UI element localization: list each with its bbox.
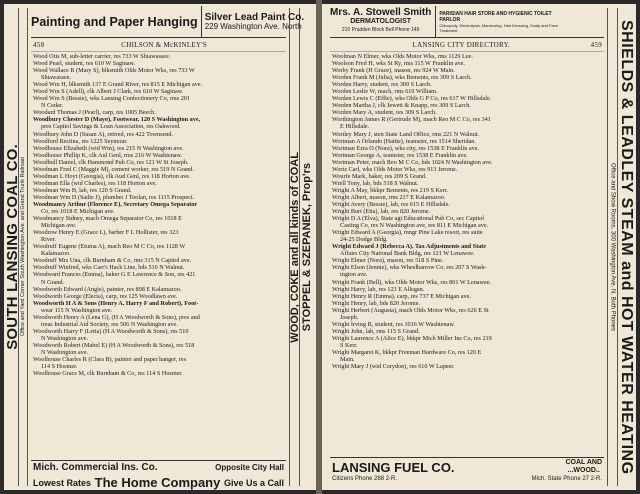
fuel-goods-2: ...WOOD.. [567, 467, 600, 474]
directory-entry: pres Capitol Savings & Loan Association, res Oakwood. [41, 123, 181, 131]
insurance-company: Mich. Commercial Ins. Co. [33, 462, 158, 473]
directory-entry: Wortman A Orlando (Hattie), teamster, res 1514 Sheridan. [332, 137, 476, 145]
directory-entry: N Washington ave. [41, 334, 88, 342]
directory-entry: Woolman N Elmer, wks Olds Motor Wks, rms 1129 Lee. [332, 53, 473, 60]
left-side-strip-text: SOUTH LANSING COAL CO. [4, 144, 21, 350]
right-side-strip-small-text: Office and Show Rooms, 300 Washington Ave. N. Both Phones [609, 163, 616, 331]
directory-entry: Wright Herbert (Augusta), mach Olds Motor Wks, res 626 E St [332, 306, 489, 314]
directory-entry: Wright Burt (Etta), lab, res 820 Jerome. [332, 208, 431, 216]
right-side-strip-text: SHIELDS & LEADLEY STEAM and HOT WATER HEATING [618, 19, 635, 475]
fuel-phone-mich: Mich. State Phone 27 2-R. [531, 476, 602, 482]
directory-entry: Woodruff Winfred, wks Carr's Hack Line, bds 510 N Walnut. [33, 264, 185, 272]
directory-entry: Woodard Thomas J (Pearl), carp, res 1005 Beech. [33, 109, 156, 117]
directory-entry: Woodhull Daniel, clk Hammond Pub Co, res 121 W St Joseph. [33, 158, 189, 166]
directory-entry: Woodworth Harry F (Letta) (H A Woodworth & Sons), res 510 [33, 327, 189, 335]
painting-ad-title: Painting and Paper Hanging [31, 14, 198, 29]
directory-entry: Wood Wm S (Adell), clk Albert J Clark, res 610 W Saginaw. [33, 88, 184, 96]
directory-entry: Woodhouse Elizabeth (wid Wm), res 215 N Washington ave. [33, 144, 184, 152]
directory-entry: Casting Co, res N Washington ave, res 811 E Michigan ave. [340, 222, 489, 230]
directory-entry: Woodworth George (Electa), carp, res 125 Woodlawn ave. [33, 292, 178, 300]
directory-entry: Worthington James R (Gertrude M), mach Reo M C Co, res 341 [332, 116, 491, 124]
directory-entry: Woodman Wm D (Sadie J), plumber J Toolan, res 1115 Prospect. [33, 193, 195, 201]
directory-entry: Co, res 1018 E Michigan ave. [41, 208, 115, 216]
left-side-strip-small-text: Office and Yard Corner South Washington Ave. and Grand Trunk Railroad [20, 157, 26, 337]
directory-entry: Wortman Peter, mach Reo M C Co, bds 1024 N Washington ave. [332, 158, 493, 166]
dermatologist-address: 210 Prudden Block Bell Phone 149 [341, 27, 420, 33]
directory-entry: Joseph. [340, 313, 359, 321]
directory-entry: Woodruff Mrs Una, clk Burnham & Co, rms 315 N Capitol ave. [33, 257, 192, 265]
directory-entry: Worden Harry, student, res 309 S Larch. [332, 81, 432, 89]
directory-entry: Woodman Wm B, lab, res 120 S Grand. [33, 186, 132, 194]
directory-entry: Wood Otis M, sub-letter carrier, res 733 W Shiawassee. [33, 53, 171, 60]
fuel-phone-citizens: Citizens Phone 288 2-R. [332, 476, 398, 482]
insurance-home: The Home Company [94, 475, 221, 490]
directory-entry: Woodbury John D (Susan A), retired, res 422 Townsend. [33, 130, 174, 138]
directory-entry: E Hillsdale. [340, 123, 370, 131]
left-footer-ad [31, 460, 286, 488]
directory-entry: Woodhouse Phillip K, clk Aul Genl, rms 216 W Washtenaw. [33, 151, 183, 159]
directory-entry: Woodworth Edward (Angie), painter, res 808 E Kalamazoo. [33, 285, 182, 293]
directory-entry: Shiawassee. [41, 74, 72, 82]
directory-entry: Woodworth Robert (Mabel E) (H A Woodworth & Sons), res 518 [33, 341, 195, 349]
directory-entry: Woolhouse Charles R (Clara B), painter and paper hanger, res [33, 356, 187, 364]
paint-company-name: Silver Lead Paint Co. [204, 11, 305, 23]
directory-entry: Wright Albert, mason, rms 217 E Kalamazoo. [332, 193, 446, 201]
directory-entry: Woodbury Chester D (Mayo), Footwear, 120 S Washington ave, [33, 116, 201, 124]
directory-entry: Wright Laurence A (Alice E), bkkpr Mich Miller Ins Co, res 219 [332, 334, 492, 342]
directory-entry: Wood Wallace R (Mary S), blksmith Olds Motor Wks, res 733 W [33, 67, 195, 75]
directory-entry: Wood Wm H, blksmith 137 E Grand River, res 815 E Michigan ave. [33, 81, 203, 89]
directory-entry: 114 S Hosmer. [41, 363, 78, 371]
paint-company-address: 229 Washington Ave. North [204, 21, 302, 31]
directory-entry: Worden Frank M (Julia), wks Bements, res 309 S Larch. [332, 74, 472, 82]
directory-entry: Wortz Carl, wks Olds Motor Wks, res 913 Jerome. [332, 165, 458, 173]
right-side-strip-small [607, 8, 617, 486]
directory-entry: Wright Avery (Bessie), lab, res 615 E Hillsdale. [332, 200, 450, 208]
directory-entry: 24-25 Dodge Bldg. [340, 236, 388, 244]
fuel-company: LANSING FUEL CO. [332, 459, 455, 475]
directory-entry: N Grand. [41, 278, 65, 286]
directory-entry: Wright Frank (Bell), wks Olds Motor Wks, res 801 W Lenawee. [332, 278, 492, 286]
directory-entry: Woodford Rectina, res 1225 Seymour. [33, 137, 128, 145]
directory-entry: Wood Pearl, student, res 610 W Saginaw. [33, 60, 136, 68]
directory-entry: Wright Elmer (Nora), mason, res 518 S Pine. [332, 257, 444, 265]
directory-entry: Worden Leslie W, mach, rms 610 William. [332, 88, 438, 96]
left-right-strip-1-text: WOOD, COKE and all kinds of COAL [289, 151, 301, 343]
right-side-strip [617, 8, 634, 486]
directory-entry: Main. [340, 356, 355, 364]
directory-entry: River. [41, 236, 56, 244]
directory-entry: Wright Irving B, student, res 1016 W Washtenaw. [332, 320, 455, 328]
directory-entry: N Cedar. [41, 102, 63, 110]
directory-entry: Wright Harry, lab, res 123 E Allegan. [332, 285, 425, 293]
right-footer-ad [330, 457, 604, 488]
left-running-head [31, 38, 286, 52]
directory-entry: Affairs City National Bank Bldg, res 121 W Lenawee. [340, 250, 475, 258]
left-page [4, 4, 316, 490]
directory-entry: Woodman Ella (wid Charles), res 118 Horton ave. [33, 179, 157, 187]
insurance-rates: Lowest Rates [33, 477, 92, 488]
directory-entry: Wright John, lab, rms 115 S Grand. [332, 327, 420, 335]
directory-entry: Woolhouse Grace M, clk Burnham & Co, res 114 S Hosmer. [33, 370, 183, 378]
left-header-ad [31, 6, 305, 38]
directory-entry: Wright Margaret K, bkkpr Freeman Hardware Co, res 120 E [332, 348, 482, 356]
directory-entry: Worby Frank (H Grace), mason, res 924 W Main. [332, 67, 455, 75]
directory-entry: Wrell Tony, lab, bds 518 S Walnut. [332, 179, 419, 187]
directory-entry: Wright Edward J (Rebecca A), Tax Adjustments and State [332, 243, 487, 251]
directory-entry: Wright D A (Elva), State agt Educational Pub Co, sec Capitol [332, 215, 485, 223]
right-running-title: LANSING CITY DIRECTORY. [412, 41, 511, 49]
insurance-location: Opposite City Hall [215, 463, 284, 472]
directory-entry: Woodman Fred C (Maggie M), cement worker, res 519 N Grand. [33, 165, 194, 173]
directory-entry: S Kerr. [340, 341, 358, 349]
left-side-strip [6, 8, 19, 486]
directory-entry: Woodward Frances (Emma), baker G E Lawrence & Son, res 421 [33, 271, 196, 279]
directory-entry: Wright Edward A (Georgia), mngr Pine Lake resort, res suite [332, 229, 483, 237]
directory-entry: Woodworth H A & Sons (Henry A, Harry F and Robert), Foot- [33, 299, 199, 307]
left-side-strip-small [19, 8, 28, 486]
directory-entry: ington ave. [340, 271, 368, 279]
directory-entry: Wright Mary J (wid Corydon), res 610 W Lapeer. [332, 363, 455, 371]
directory-entry: Worden Martha J, clk Jewett & Knapp, res 309 S Larch. [332, 102, 471, 110]
directory-entry: Woodman L Hoyt (Georgia), clk Aud Genl, res 118 Horton ave. [33, 172, 191, 180]
directory-entry: Kalamazoo. [41, 250, 71, 258]
directory-entry: Woodmancy Sidney, mach Omega Separator Co, res 1018 E [33, 215, 182, 223]
directory-entry: Wright Henry R (Emma), carp, res 737 E Michigan ave. [332, 292, 471, 300]
left-right-strip-2 [299, 8, 314, 486]
directory-entry: Woodruff Eugene (Etuma A), mach Reo M C Co, res 1128 W [33, 243, 186, 251]
fuel-goods [565, 459, 602, 475]
directory-entry: Woolson Fred H, wks St Ry, rms 115 W Franklin ave. [332, 60, 465, 68]
directory-entry: Woodrow Henry E (Grace L), barber F L Hollister, res 323 [33, 229, 179, 237]
dermatologist-name: Mrs. A. Stowell Smith [330, 7, 432, 18]
left-entry-list [31, 52, 286, 377]
parlor-name: PARISIAN HAIR STORE AND HYGIENIC TOILET PARLOR [439, 10, 552, 23]
directory-entry: Wourfe Mark, baker, res 209 S Grand. [332, 172, 427, 180]
right-content [330, 4, 604, 490]
directory-entry: treas Industrial Aid Society, res 506 N Washington ave. [41, 320, 178, 328]
dermatologist-box [330, 6, 436, 37]
right-page [322, 4, 636, 490]
directory-entry: Woodmancy Arthur (Florence E), Secretary Omega Separator [33, 200, 198, 208]
directory-entry: Worden Mary A, student, res 309 S Larch. [332, 109, 437, 117]
directory-entry: Woodworth Henry A (Lena G), (H A Woodworth & Sons), pres and [33, 313, 200, 321]
paint-company-box [201, 6, 304, 37]
directory-entry: wear 115 N Washington ave. [41, 306, 113, 314]
parlor-services: Chiropody, Electrolysis, Manicuring, Hair Dressing, Scalp and Face Treatment. [439, 22, 558, 33]
directory-entry: Wortman George A, teamster, res 1538 E Franklin ave. [332, 151, 468, 159]
right-entry-list [330, 52, 604, 370]
right-running-head [330, 38, 604, 52]
left-running-title: CHILSON & McKINLEY'S [121, 41, 208, 49]
dermatologist-title: DERMATOLOGIST [350, 18, 412, 25]
insurance-call: Give Us a Call [223, 477, 284, 488]
directory-entry: Michigan ave. [41, 222, 77, 230]
directory-entry: Wortley Mary J, sten State Land Office, rms 221 N Walnut. [332, 130, 480, 138]
directory-entry: Wortman Ezra O (Nora), wks city, res 1538 E Franklin ave. [332, 144, 480, 152]
directory-entry: Wright A May, bkkpr Bements, res 219 S Kerr. [332, 186, 449, 194]
right-header-ad [330, 6, 604, 38]
right-page-number: 459 [590, 41, 602, 49]
directory-entry: Wright Henry, lab, bds 820 Jerome. [332, 299, 421, 307]
left-page-number: 458 [33, 41, 45, 49]
directory-entry: Wood Wm S (Bessie), wks Lansing Confectionery Co, rms 201 [33, 95, 190, 103]
parlor-box [436, 6, 559, 37]
fuel-goods-1: COAL AND [565, 459, 602, 466]
directory-entry: Worden Lewis C (Effie), wks Olds G P Co, res 617 W Hillsdale. [332, 95, 492, 103]
left-right-strip-2-text: STOPPEL & SZEPANEK, Prop'rs [301, 162, 313, 332]
directory-entry: Wright Elson (Jennie), wks Wheelbarrow Co, res 207 S Wash- [332, 264, 487, 272]
directory-entry: N Washington ave. [41, 348, 88, 356]
